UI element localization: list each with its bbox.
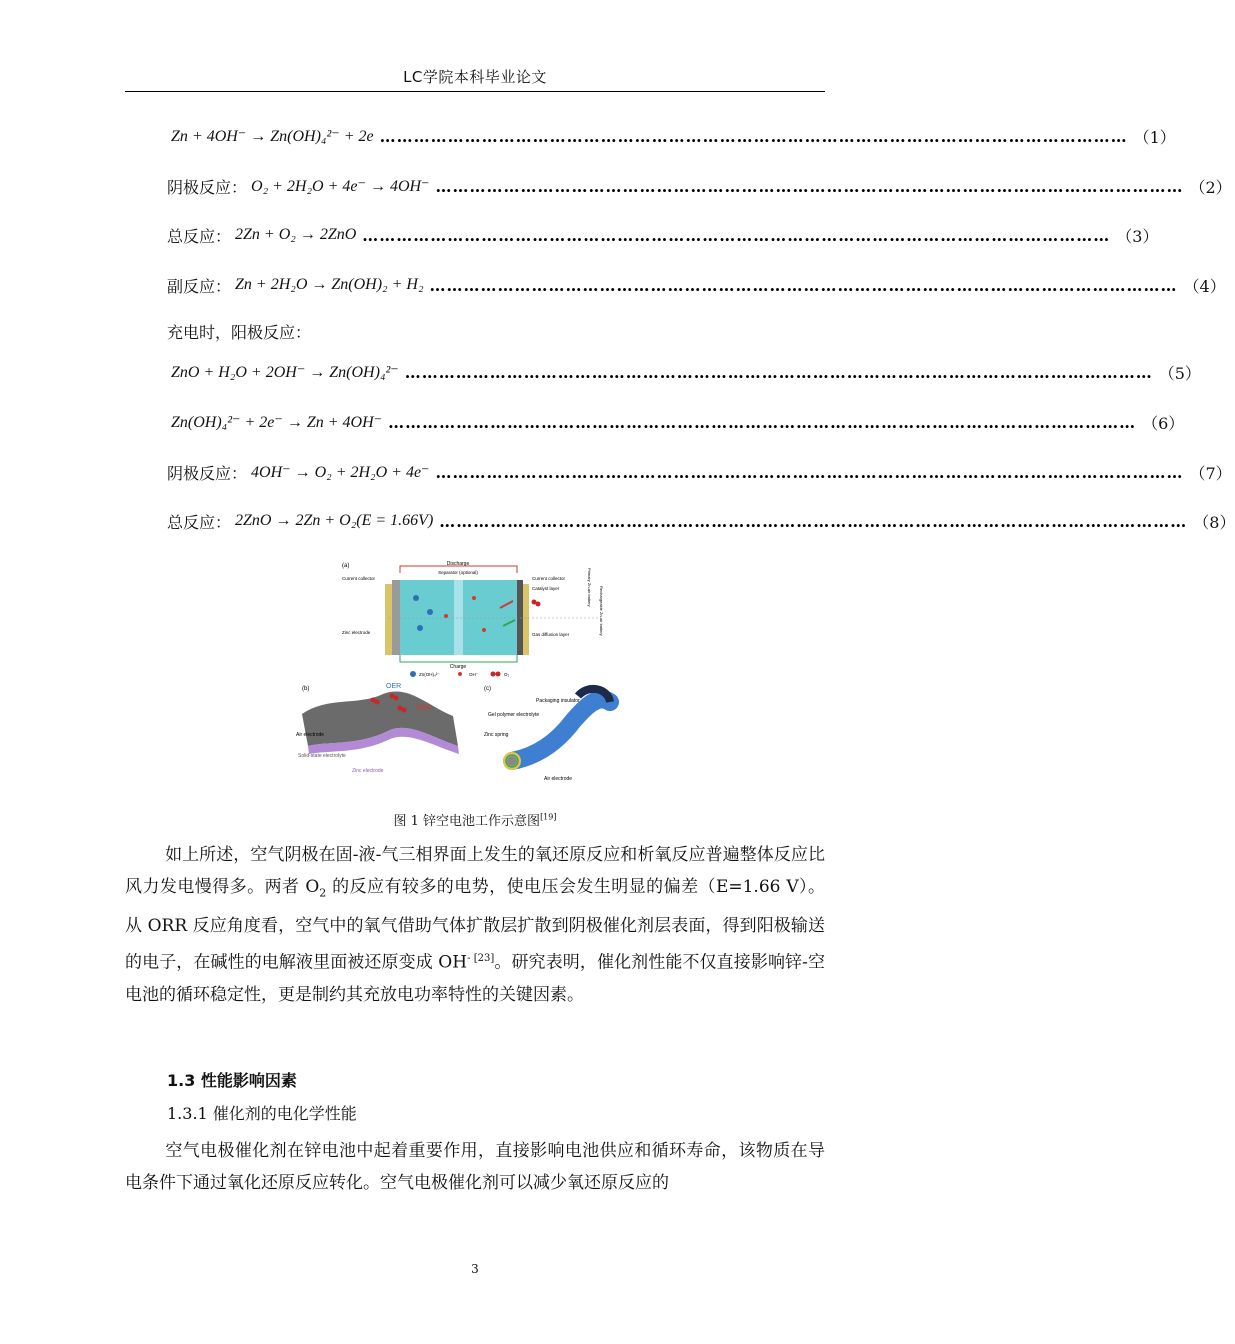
leader-dots: …………………………………………………………………………………………………………………… (362, 225, 1111, 245)
panel-a-label: (a) (342, 563, 350, 569)
section-heading: 1.3 性能影响因素 (167, 1071, 297, 1090)
oxygen-molecule (402, 708, 407, 713)
equation-number: （5） (1158, 363, 1201, 383)
separator-slab (454, 580, 463, 655)
solid-state-label: Solid-state electrolyte (298, 753, 346, 759)
panel-b-label: (b) (302, 686, 310, 692)
equation-number: （4） (1183, 276, 1226, 296)
equation-7 (167, 459, 1232, 485)
equation-5 (167, 359, 1201, 385)
equation-formula: O₂ + 2H₂O + 4e⁻ → 4OH⁻ (251, 178, 430, 195)
equation-label: 总反应： (167, 512, 232, 532)
equation-formula: 4OH⁻ → O₂ + 2H₂O + 4e⁻ (251, 464, 430, 481)
discharge-label: Discharge (446, 561, 470, 567)
zinc-electrode-slab (392, 580, 400, 655)
air-electrode-label-b: Air electrode (296, 732, 325, 738)
equation-number: （8） (1193, 512, 1235, 532)
gel-label: Gel polymer electrolyte (488, 712, 540, 718)
equation-label: 总反应： (167, 226, 232, 246)
oer-label: OER (386, 683, 402, 690)
equation-1 (167, 123, 1176, 149)
legend-o2-swatch (491, 672, 496, 677)
paragraph-1 (125, 839, 825, 1011)
separator-label: Separator (optional) (438, 570, 478, 575)
equation-4 (167, 272, 1226, 298)
current-collector-left-slab (385, 584, 392, 655)
leader-dots: …………………………………………………………………………………………………………………… (435, 176, 1184, 196)
equation-formula: Zn + 4OH⁻ → Zn(OH)₄²⁻ + 2e (171, 128, 374, 145)
equation-number: （2） (1189, 177, 1232, 197)
leader-dots: …………………………………………………………………………………………………………………… (404, 362, 1153, 382)
paragraph-1-part3: 。研究表明，催化剂性能不仅直接影响锌-空电池的循环稳定性，更是制约其充放电功率特性的关键因素。 (125, 952, 825, 1005)
equation-6 (167, 409, 1185, 435)
caption-ref: [19] (540, 812, 557, 822)
paragraph-1-part1: 如上所述，空气阴极在固-液-气三相界面上发生的氧还原反应和析氧反应普遍整体反应比风力发电慢得多。两者 O (125, 845, 825, 898)
zinc-air-battery-figure (288, 556, 618, 788)
equation-formula: 2ZnO → 2Zn + O₂(E = 1.66V) (235, 512, 434, 529)
hydroxide-ion (472, 596, 476, 600)
legend-o2-swatch (496, 672, 501, 677)
subsection-heading: 1.3.1 催化剂的电化学性能 (167, 1104, 357, 1123)
cable-body (512, 699, 610, 761)
page-header: LC学院本科毕业论文 (403, 68, 547, 86)
equation-number: （7） (1189, 463, 1232, 483)
figure-caption (0, 810, 950, 829)
equation-formula: Zn + 2H₂O → Zn(OH)₂ + H₂ (235, 276, 424, 293)
equation-number: （3） (1116, 226, 1159, 246)
primary-battery-label: Primary Zn-air battery (587, 568, 592, 607)
zincate-ion (413, 595, 419, 601)
oxygen-molecule (375, 700, 380, 705)
equation-label: 副反应： (167, 276, 232, 296)
paragraph-1-citation: - [23] (467, 952, 495, 964)
air-electrode-label-c: Air electrode (544, 776, 573, 782)
oxygen-molecule (394, 696, 399, 701)
paragraph-2 (125, 1135, 825, 1200)
oxygen-molecule (536, 602, 541, 607)
legend-oh-swatch (458, 672, 462, 676)
panel-c-label: (c) (484, 686, 491, 692)
orr-label: ORR (416, 705, 432, 712)
gas-diffusion-label: Gas diffusion layer (532, 632, 570, 637)
equation-2 (167, 173, 1232, 199)
equation-number: （1） (1133, 127, 1176, 147)
hydroxide-ion (482, 628, 486, 632)
packaging-label: Packaging insulator (536, 698, 580, 704)
equation-number: （6） (1142, 413, 1185, 433)
zincate-ion (427, 609, 433, 615)
zinc-electrode-label-a: Zinc electrode (342, 630, 371, 635)
current-collector-right-slab (523, 584, 529, 655)
legend-zincate-label: Zn(OH)₄²⁻ (419, 672, 440, 677)
current-collector-right-label: Current collector (532, 576, 566, 581)
equation-formula: ZnO + H₂O + 2OH⁻ → Zn(OH)₄²⁻ (171, 364, 399, 381)
equation-label: 阴极反应： (167, 463, 248, 483)
catalyst-layer-slab (517, 580, 523, 655)
current-collector-left-label: Current collector (342, 576, 376, 581)
legend-oh-label: OH⁻ (469, 672, 479, 677)
equation-formula: 2Zn + O₂ → 2ZnO (235, 226, 357, 243)
zinc-spring-core (507, 756, 517, 766)
rechargeable-battery-label: Rechargeable Zn-air battery (599, 586, 604, 636)
zinc-electrode-label-b: Zinc electrode (352, 768, 384, 774)
equation-label: 阴极反应： (167, 177, 248, 197)
leader-dots: …………………………………………………………………………………………………………………… (388, 412, 1137, 432)
legend-o2-label: O₂ (504, 672, 510, 677)
header-rule (125, 91, 825, 92)
paragraph-2-text: 空气电极催化剂在锌电池中起着重要作用，直接影响电池供应和循环寿命，该物质在导电条件下通过氧化还原反应转化。空气电极催化剂可以减少氧还原反应的 (125, 1141, 825, 1194)
catalyst-layer-label: Catalyst layer (532, 586, 560, 591)
equation-8 (167, 508, 1235, 534)
leader-dots: …………………………………………………………………………………………………………………… (429, 275, 1178, 295)
leader-dots: …………………………………………………………………………………………………………………… (439, 511, 1188, 531)
legend-zincate-swatch (410, 671, 416, 677)
equation-3 (167, 222, 1159, 248)
zinc-spring-label: Zinc spring (484, 732, 509, 738)
leader-dots: …………………………………………………………………………………………………………………… (435, 462, 1184, 482)
charge-label: Charge (449, 664, 467, 670)
caption-text: 图 1 锌空电池工作示意图 (393, 814, 541, 829)
charging-label: 充电时，阳极反应： (167, 323, 312, 342)
hydroxide-ion (444, 614, 448, 618)
page-number: 3 (471, 1262, 479, 1276)
leader-dots: …………………………………………………………………………………………………………………… (379, 126, 1128, 146)
paragraph-1-part2: 的反应有较多的电势，使电压会发生明显的偏差（E=1.66 V）。从 ORR 反应角度看，空气中的氧气借助气体扩散层扩散到阴极催化剂层表面，得到阳极输送的电子，在碱性的电解液里面被还原变成 OH (125, 877, 825, 973)
charge-circuit-line (400, 655, 517, 662)
zincate-ion (417, 625, 423, 631)
paragraph-1-subscript: 2 (319, 886, 327, 900)
equation-formula: Zn(OH)₄²⁻ + 2e⁻ → Zn + 4OH⁻ (171, 414, 383, 431)
